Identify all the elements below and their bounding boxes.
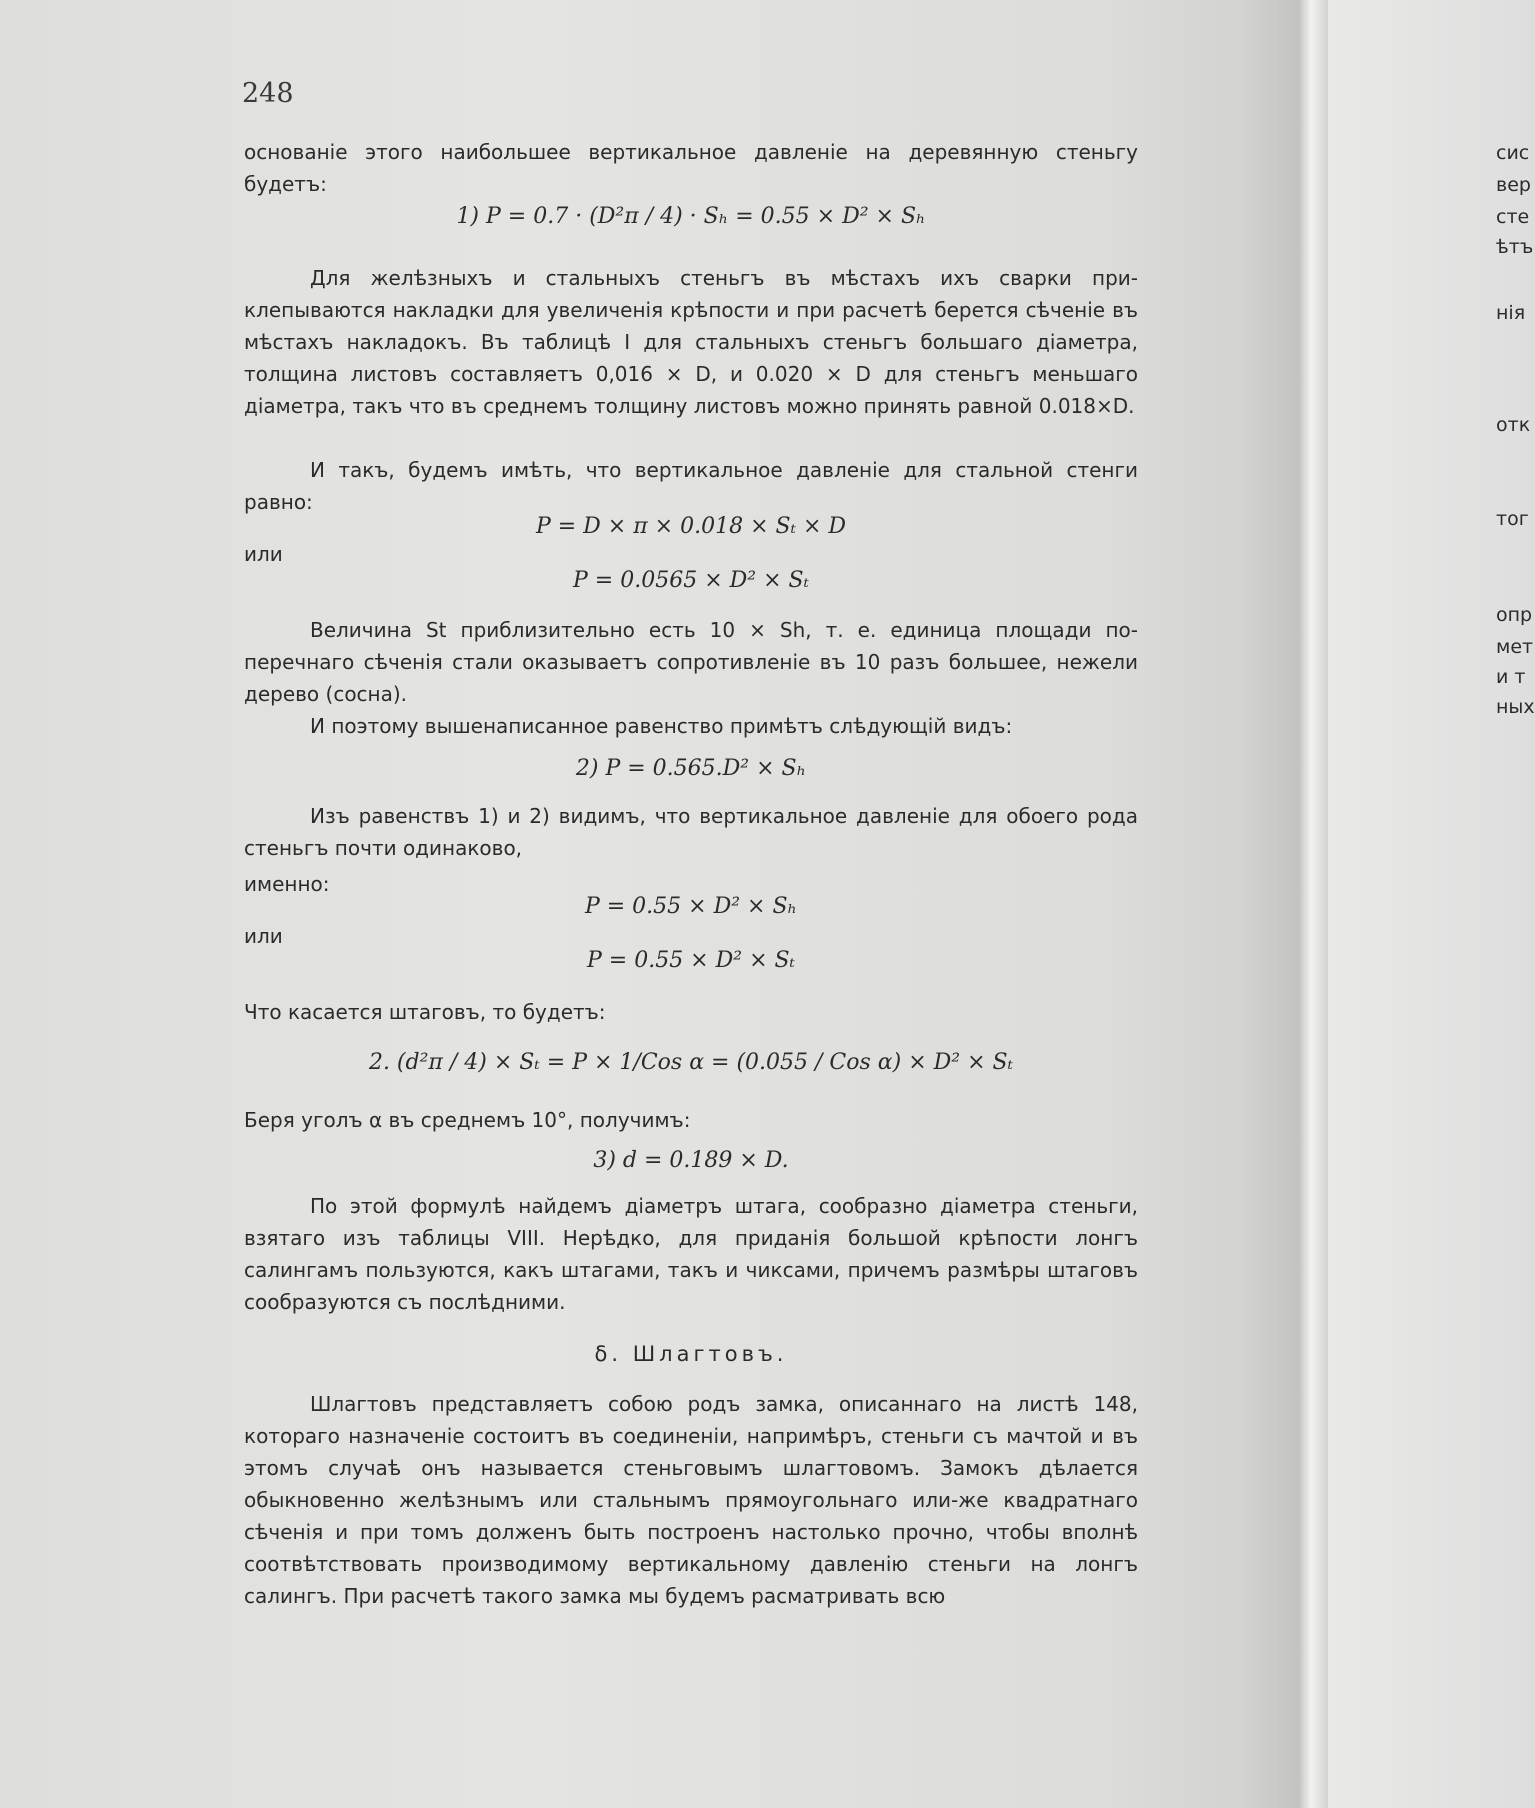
paragraph-5: И поэтому вышенаписанное равенство примѣтъ слѣдующій видъ:: [310, 714, 1013, 738]
next-page-edge-text: сис: [1496, 142, 1530, 164]
formula-2: P = D × π × 0.018 × Sₜ × D: [535, 514, 847, 539]
next-page-edge-text: сте: [1496, 206, 1530, 228]
paragraph-1: основаніе этого наибольшее вертикальное давленіе на деревянную стеньгу будетъ:: [244, 140, 1138, 196]
page-gutter-shadow: [1240, 0, 1300, 1808]
next-page: [1328, 0, 1533, 1808]
paragraph-9: Беря уголъ α въ среднемъ 10°, получимъ:: [244, 1108, 691, 1132]
formula-1: 1) P = 0.7 · (D²π / 4) · Sₕ = 0.55 × D² × Sₕ: [456, 204, 926, 229]
next-page-edge-text: мет: [1496, 636, 1534, 658]
paragraph-4: Величина St приблизительно есть 10 × Sh, т. е. единица площади поперечнаго сѣченія стали оказываетъ сопротивленіе въ 10 разъ большее, нежели дерево (сосна).: [244, 618, 1138, 706]
section-heading: δ. Шлагтовъ.: [594, 1342, 788, 1366]
paragraph-8: Что касается штаговъ, то будетъ:: [244, 1000, 606, 1024]
paragraph-11: Шлагтовъ представляетъ собою родъ замка, описаннаго на листѣ 148, котораго назначеніе состоитъ въ соединеніи, напримѣръ, стеньги съ мачтой и въ этомъ случаѣ онъ называется стеньговымъ шлагтовомъ. Замокъ дѣлается обыкновенно желѣзнымъ или стальнымъ прямоугольнаго или-же квадратнаго сѣченія и при томъ долженъ быть построенъ настолько прочно, чтобы вполнѣ соотвѣтствовать производимому вертикальному давленію стеньги на лонгъ салингъ. При расчетѣ такого замка мы будемъ расматривать всю: [244, 1392, 1138, 1608]
book-spine: [1300, 0, 1328, 1808]
next-page-edge-text: ѣтъ: [1496, 236, 1534, 258]
formula-8: 3) d = 0.189 × D.: [593, 1148, 789, 1173]
next-page-edge-text: опр: [1496, 604, 1533, 626]
paragraph-7: именно:: [244, 872, 330, 896]
paragraph-2: Для желѣзныхъ и стальныхъ стеньгъ въ мѣстахъ ихъ сварки приклепываются накладки для увеличенія крѣпости и при расчетѣ берется сѣченіе въ мѣстахъ накладокъ. Въ таблицѣ I для стальныхъ стеньгъ большаго діаметра, толщина листовъ составляетъ 0,016 × D, и 0.020 × D для стеньгъ меньшаго діаметра, такъ что въ среднемъ толщину листовъ можно принять равной 0.018×D.: [244, 266, 1138, 418]
paragraph-10: По этой формулѣ найдемъ діаметръ штага, сообразно діаметра стеньги, взятаго изъ таблицы VIII. Нерѣдко, для приданія большой крѣпости лонгъ салингамъ пользуются, какъ штагами, такъ и чиксами, причемъ размѣры штаговъ сообразуются съ послѣдними.: [244, 1194, 1138, 1314]
paragraph-3: И такъ, будемъ имѣть, что вертикальное давленіе для стальной стенги равно:: [244, 458, 1138, 514]
label-or-1: или: [244, 542, 283, 566]
next-page-edge-text: отк: [1496, 414, 1531, 436]
formula-5: P = 0.55 × D² × Sₕ: [584, 894, 798, 919]
next-page-edge-text: ных: [1496, 696, 1535, 718]
next-page-edge-text: вер: [1496, 174, 1531, 196]
next-page-edge-text: тог: [1496, 508, 1529, 530]
formula-4: 2) P = 0.565.D² × Sₕ: [575, 756, 807, 781]
page-number: 248: [242, 78, 294, 109]
next-page-edge-text: нія: [1496, 302, 1526, 324]
next-page-edge-text: и т: [1496, 666, 1526, 688]
formula-6: P = 0.55 × D² × Sₜ: [586, 948, 795, 973]
formula-7: 2. (d²π / 4) × Sₜ = P × 1/Cos α = (0.055 / Cos α) × D² × Sₜ: [368, 1050, 1014, 1075]
formula-3: P = 0.0565 × D² × Sₜ: [573, 568, 809, 593]
label-or-2: или: [244, 924, 283, 948]
paragraph-6: Изъ равенствъ 1) и 2) видимъ, что вертикальное давленіе для обоего рода стеньгъ почти одинаково,: [244, 804, 1138, 860]
